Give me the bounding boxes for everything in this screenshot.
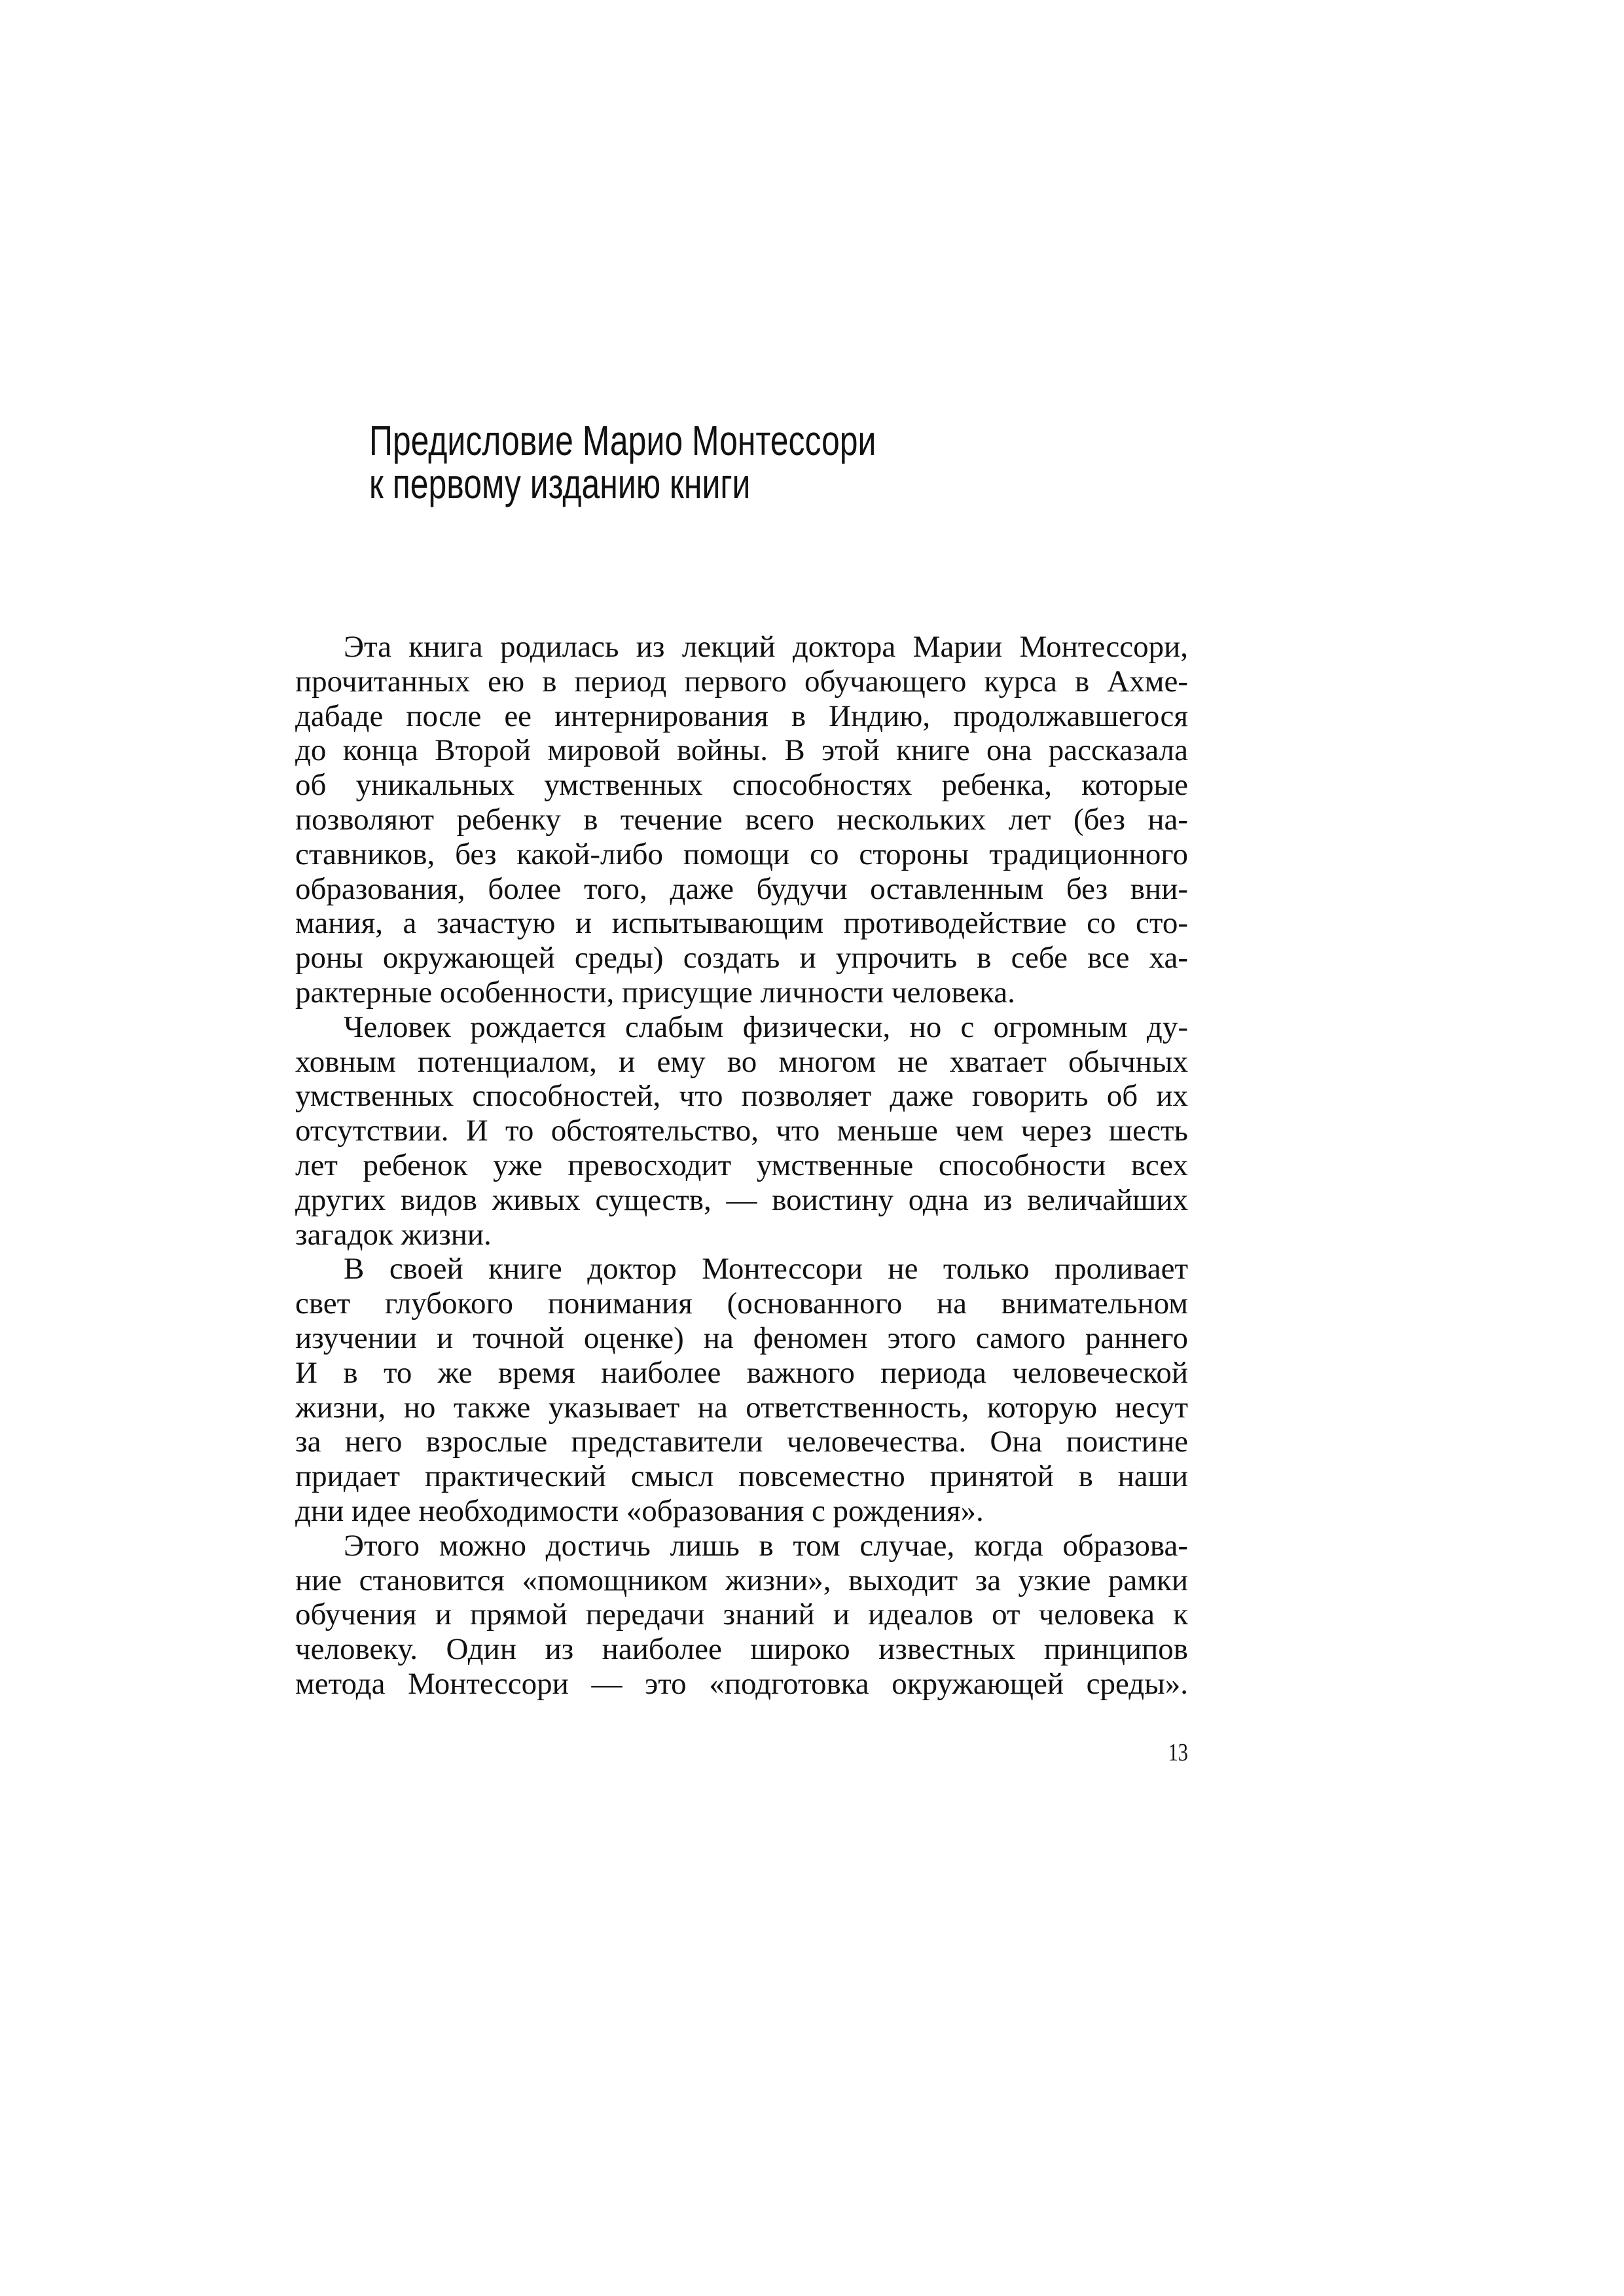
text-line: В своей книге доктор Монтессори не только проливает: [344, 1252, 1188, 1286]
text-line: загадок жизни.: [295, 1217, 492, 1252]
text-line: отсутствии. И то обстоятельство, что меньше чем через шесть: [295, 1114, 1188, 1148]
text-line: позволяют ребенку в течение всего нескольких лет (без на-: [295, 802, 1188, 837]
text-line: человеку. Один из наиболее широко известных принципов: [295, 1632, 1188, 1667]
text-line: умственных способностей, что позволяет даже говорить об их: [295, 1079, 1188, 1114]
body-text: [295, 630, 1188, 1702]
text-line: изучении и точной оценке) на феномен этого самого раннего: [295, 1321, 1188, 1355]
paragraph: [295, 1010, 1188, 1252]
paragraph: [295, 1252, 1188, 1528]
text-line: прочитанных ею в период первого обучающего курса в Ахме-: [295, 664, 1188, 699]
text-line: мания, а зачастую и испытывающим противодействие со сто-: [295, 906, 1188, 941]
text-line: до конца Второй мировой войны. В этой книге она рассказала: [295, 733, 1188, 768]
text-line: за него взрослые представители человечества. Она поистине: [295, 1425, 1188, 1459]
text-line: Человек рождается слабым физически, но с огромным ду-: [344, 1010, 1188, 1044]
text-line: рактерные особенности, присущие личности человека.: [295, 975, 1015, 1010]
text-line: жизни, но также указывает на ответственность, которую несут: [295, 1390, 1188, 1425]
text-line: Этого можно достичь лишь в том случае, когда образова-: [344, 1528, 1188, 1563]
text-line: обучения и прямой передачи знаний и идеалов от человека к: [295, 1597, 1188, 1632]
text-line: других видов живых существ, — воистину одна из величайших: [295, 1182, 1188, 1217]
chapter-title-line: Предисловие Марио Монтессори: [369, 417, 876, 464]
text-line: И в то же время наиболее важного периода человеческой: [295, 1355, 1188, 1390]
chapter-title-line: к первому изданию книги: [369, 460, 751, 507]
text-line: ставников, без какой-либо помощи со стороны традиционного: [295, 837, 1188, 871]
text-line: лет ребенок уже превосходит умственные способности всех: [295, 1148, 1188, 1182]
chapter-title: [369, 419, 876, 505]
text-line: об уникальных умственных способностях ребенка, которые: [295, 768, 1188, 803]
text-line: ние становится «помощником жизни», выходит за узкие рамки: [295, 1563, 1188, 1597]
text-line: дни идее необходимости «образования с рождения».: [295, 1493, 984, 1528]
page-number: 13: [1168, 1739, 1188, 1766]
text-line: придает практический смысл повсеместно принятой в наши: [295, 1459, 1188, 1494]
text-line: ховным потенциалом, и ему во многом не хватает обычных: [295, 1044, 1188, 1079]
text-line: свет глубокого понимания (основанного на внимательном: [295, 1286, 1188, 1321]
paragraph: [295, 1529, 1188, 1702]
text-line: роны окружающей среды) создать и упрочить в себе все ха-: [295, 941, 1188, 975]
text-line: дабаде после ее интернирования в Индию, продолжавшегося: [295, 699, 1188, 733]
paragraph: [295, 630, 1188, 1010]
text-line: метода Монтессори — это «подготовка окружающей среды».: [295, 1666, 1188, 1701]
text-line: Эта книга родилась из лекций доктора Марии Монтессори,: [344, 630, 1188, 664]
text-line: образования, более того, даже будучи оставленным без вни-: [295, 871, 1188, 906]
